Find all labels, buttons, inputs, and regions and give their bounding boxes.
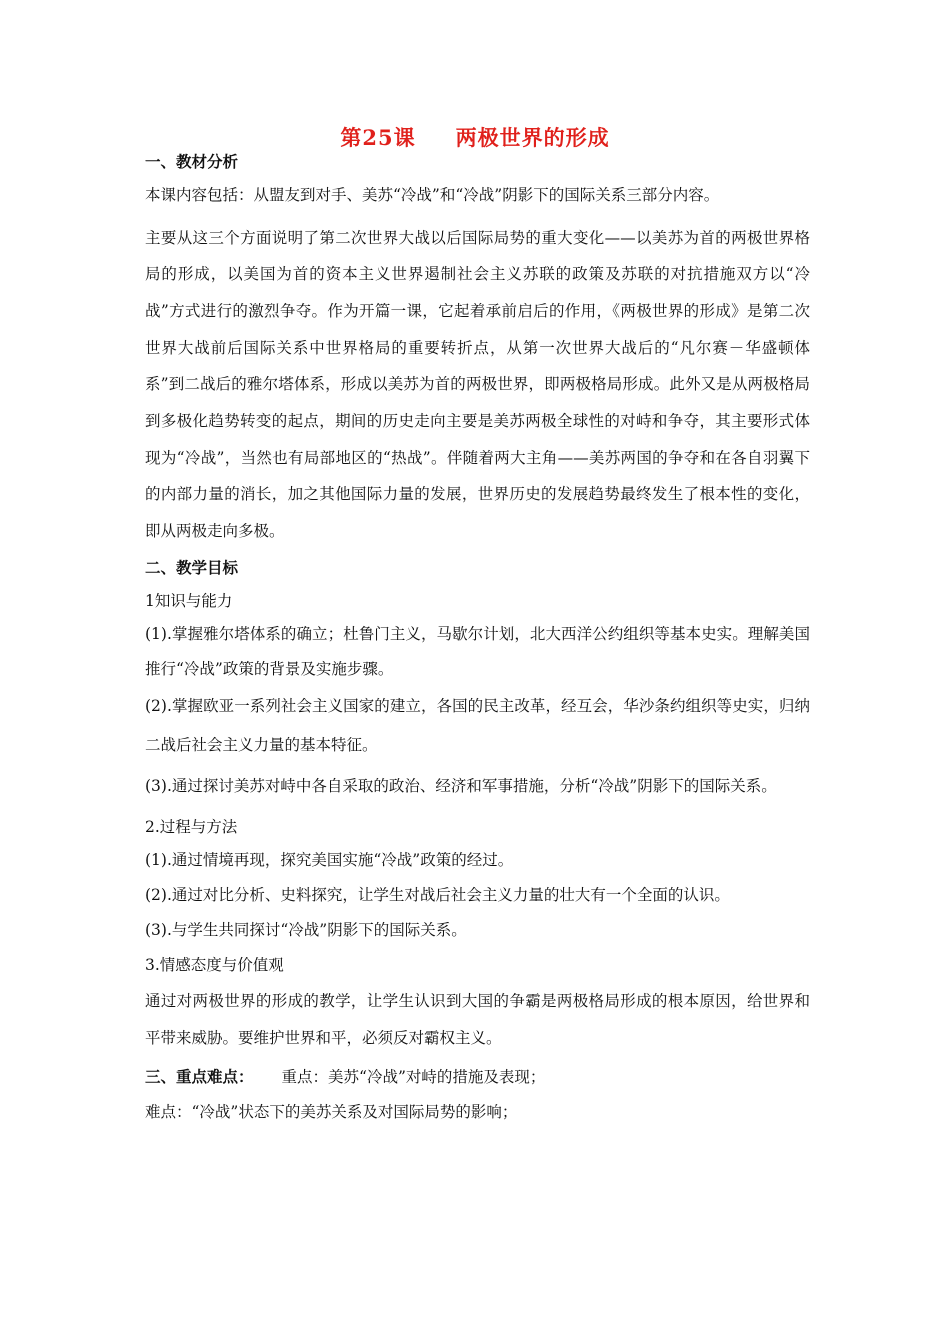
key-points-line xyxy=(145,1061,810,1093)
goal-2-item-1: (1).通过情境再现，探究美国实施“冷战”政策的经过。 xyxy=(145,850,514,869)
goal-2-label: 2.过程与方法 xyxy=(145,817,238,836)
goal-1-item-3: (3).通过探讨美苏对峙中各自采取的政治、经济和军事措施，分析“冷战”阴影下的国际关系。 xyxy=(145,776,777,795)
goal-3-text: 通过对两极世界的形成的教学，让学生认识到大国的争霸是两极格局形成的根本原因，给世界和平带来威胁。要维护世界和平，必须反对霸权主义。 xyxy=(145,991,810,1047)
key-point-text: 重点：美苏“冷战”对峙的措施及表现； xyxy=(281,1067,546,1086)
goal-1-label: 1知识与能力 xyxy=(145,591,233,610)
analysis-paragraph-2: 主要从这三个方面说明了第二次世界大战以后国际局势的重大变化——以美苏为首的两极世界格局的形成，以美国为首的资本主义世界遏制社会主义苏联的政策及苏联的对抗措施双方以“冷战”方式进行的激烈争夺。作为开篇一课，它起着承前启后的作用，《两极世界的形成》是第二次世界大战前后国际关系中世界格局的重要转折点，从第一次世界大战后的“凡尔赛－华盛顿体系”到二战后的雅尔塔体系，形成以美苏为首的两极世界，即两极格局形成。此外又是从两极格局到多极化趋势转变的起点，期间的历史走向主要是美苏两极全球性的对峙和争夺，其主要形式体现为“冷战”，当然也有局部地区的“热战”。伴随着两大主角——美苏两国的争夺和在各自羽翼下的内部力量的消长，加之其他国际力量的发展，世界历史的发展趋势最终发生了根本性的变化，即从两极走向多极。 xyxy=(145,228,810,541)
section-heading-key-points: 三、重点难点： xyxy=(145,1066,254,1086)
section-heading-goals: 二、教学目标 xyxy=(145,557,239,577)
section-heading-analysis: 一、教材分析 xyxy=(145,152,239,171)
difficulty-text: 难点：“冷战”状态下的美苏关系及对国际局势的影响； xyxy=(145,1102,518,1121)
document-body xyxy=(145,150,810,1131)
goal-2-item-2: (2).通过对比分析、史料探究，让学生对战后社会主义力量的壮大有一个全面的认识。 xyxy=(145,885,730,904)
goal-1-item-1: (1).掌握雅尔塔体系的确立；杜鲁门主义，马歇尔计划，北大西洋公约组织等基本史实。理解美国推行“冷战”政策的背景及实施步骤。 xyxy=(145,624,810,678)
page-title xyxy=(0,122,950,152)
goal-1-item-2: (2).掌握欧亚一系列社会主义国家的建立，各国的民主改革，经互会，华沙条约组织等史实，归纳二战后社会主义力量的基本特征。 xyxy=(145,696,810,754)
lesson-number: 第25课 xyxy=(340,125,416,150)
goal-2-item-3: (3).与学生共同探讨“冷战”阴影下的国际关系。 xyxy=(145,920,467,939)
analysis-paragraph-1: 本课内容包括：从盟友到对手、美苏“冷战”和“冷战”阴影下的国际关系三部分内容。 xyxy=(145,186,720,204)
lesson-name: 两极世界的形成 xyxy=(455,125,610,150)
goal-3-label: 3.情感态度与价值观 xyxy=(145,955,284,974)
